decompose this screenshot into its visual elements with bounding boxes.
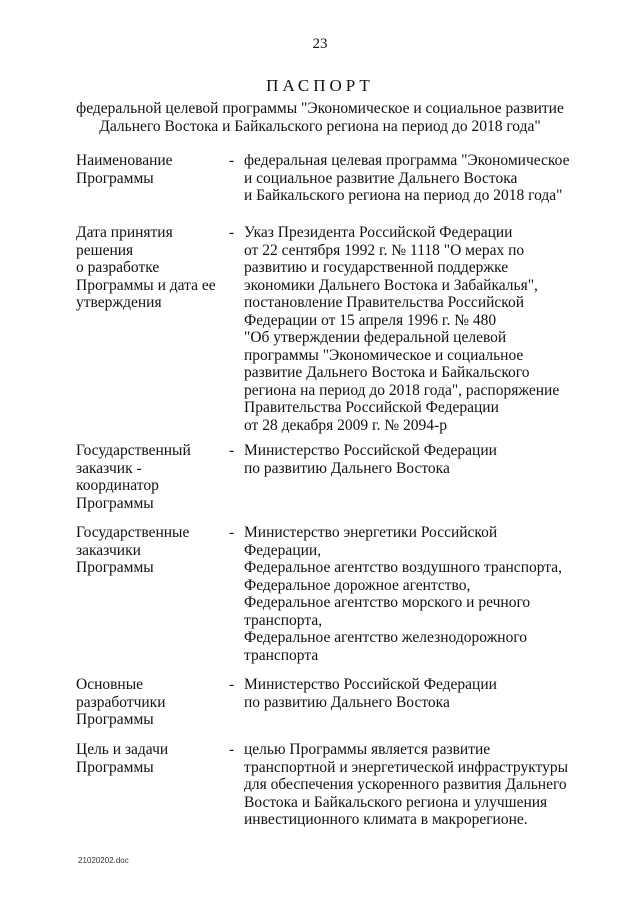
label-line: о разработке: [76, 259, 160, 276]
label-line: Программы и дата ее: [76, 276, 216, 294]
value-line: Востока и Байкальского региона и улучшения: [244, 793, 548, 811]
label-line: Программы: [76, 711, 154, 728]
row-label: [76, 442, 226, 512]
row-value: [244, 741, 584, 829]
label-line: Основные: [76, 676, 144, 693]
page-number: 23: [312, 36, 328, 52]
row-dash: -: [229, 442, 235, 459]
value-line: Федеральное агентство морского и речного: [244, 594, 531, 611]
value-line: от 22 сентября 1992 г. № 1118 "О мерах по: [244, 241, 525, 259]
row-value: [244, 524, 584, 664]
row-dash: -: [229, 152, 235, 169]
value-line: транспорта,: [244, 611, 323, 629]
value-line: Федерации от 15 апреля 1996 г. № 480: [244, 311, 497, 329]
row-value: [244, 224, 584, 434]
value-line: развитие Дальнего Востока и Байкальского: [244, 364, 530, 381]
label-line: координатор: [76, 477, 159, 494]
label-line: Государственные: [76, 524, 190, 541]
value-line: Федеральное агентство железнодорожного: [244, 629, 528, 646]
value-line: Министерство Российской Федерации: [244, 442, 497, 459]
label-line: заказчик -: [76, 459, 142, 477]
value-line: Правительства Российской Федерации: [244, 399, 499, 416]
value-line: целью Программы является развитие: [244, 741, 491, 758]
label-line: Цель и задачи: [76, 741, 169, 758]
value-line: федеральная целевая программа "Экономическое: [244, 152, 570, 169]
label-line: Наименование: [76, 152, 173, 169]
label-line: заказчики: [76, 541, 141, 559]
value-line: региона на период до 2018 года", распоряжение: [244, 381, 560, 399]
value-line: Федеральное дорожное агентство,: [244, 576, 471, 594]
value-line: инвестиционного климата в макрорегионе.: [244, 811, 528, 828]
label-line: Программы: [76, 169, 154, 187]
subtitle-line: федеральной целевой программы "Экономическое и социальное развитие: [76, 100, 564, 117]
row-label: [76, 152, 226, 187]
value-line: Федерации,: [244, 541, 322, 559]
label-line: Дата принятия: [76, 224, 173, 241]
label-line: Программы: [76, 758, 154, 776]
value-line: и Байкальского региона на период до 2018 года": [244, 187, 563, 204]
label-line: Программы: [76, 494, 154, 512]
label-line: Программы: [76, 559, 154, 576]
value-line: транспортной и энергетической инфраструктуры: [244, 758, 569, 776]
value-line: программы "Экономическое и социальное: [244, 346, 524, 364]
document-subtitle: [60, 100, 580, 136]
value-line: для обеспечения ускоренного развития Дальнего: [244, 776, 567, 793]
value-line: Федеральное агентство воздушного транспорта,: [244, 559, 562, 576]
row-label: [76, 741, 226, 776]
label-line: разработчики: [76, 693, 166, 711]
row-label: [76, 524, 226, 577]
value-line: от 28 декабря 2009 г. № 2094-р: [244, 416, 447, 434]
row-dash: -: [229, 524, 235, 541]
label-line: утверждения: [76, 294, 162, 311]
value-line: и социальное развитие Дальнего Востока: [244, 169, 518, 187]
value-line: по развитию Дальнего Востока: [244, 459, 450, 477]
row-label: [76, 224, 226, 312]
row-dash: -: [229, 676, 235, 693]
row-value: [244, 442, 584, 477]
label-line: Государственный: [76, 442, 191, 459]
subtitle-line: Дальнего Востока и Байкальского региона на период до 2018 года": [99, 118, 541, 135]
value-line: транспорта: [244, 646, 319, 664]
value-line: Указ Президента Российской Федерации: [244, 224, 513, 241]
value-line: по развитию Дальнего Востока: [244, 693, 450, 711]
value-line: "Об утверждении федеральной целевой: [244, 329, 507, 346]
row-value: [244, 676, 584, 711]
value-line: постановление Правительства Российской: [244, 294, 525, 311]
file-name-footer: 21020202.doc: [78, 856, 129, 865]
row-dash: -: [229, 741, 235, 758]
document-title: ПАСПОРТ: [266, 76, 374, 95]
value-line: Министерство Российской Федерации: [244, 676, 497, 693]
row-value: [244, 152, 584, 205]
row-label: [76, 676, 226, 729]
label-line: решения: [76, 241, 134, 259]
value-line: экономики Дальнего Востока и Забайкалья",: [244, 276, 538, 294]
row-dash: -: [229, 224, 235, 241]
value-line: развитию и государственной поддержке: [244, 259, 509, 276]
value-line: Министерство энергетики Российской: [244, 524, 498, 541]
